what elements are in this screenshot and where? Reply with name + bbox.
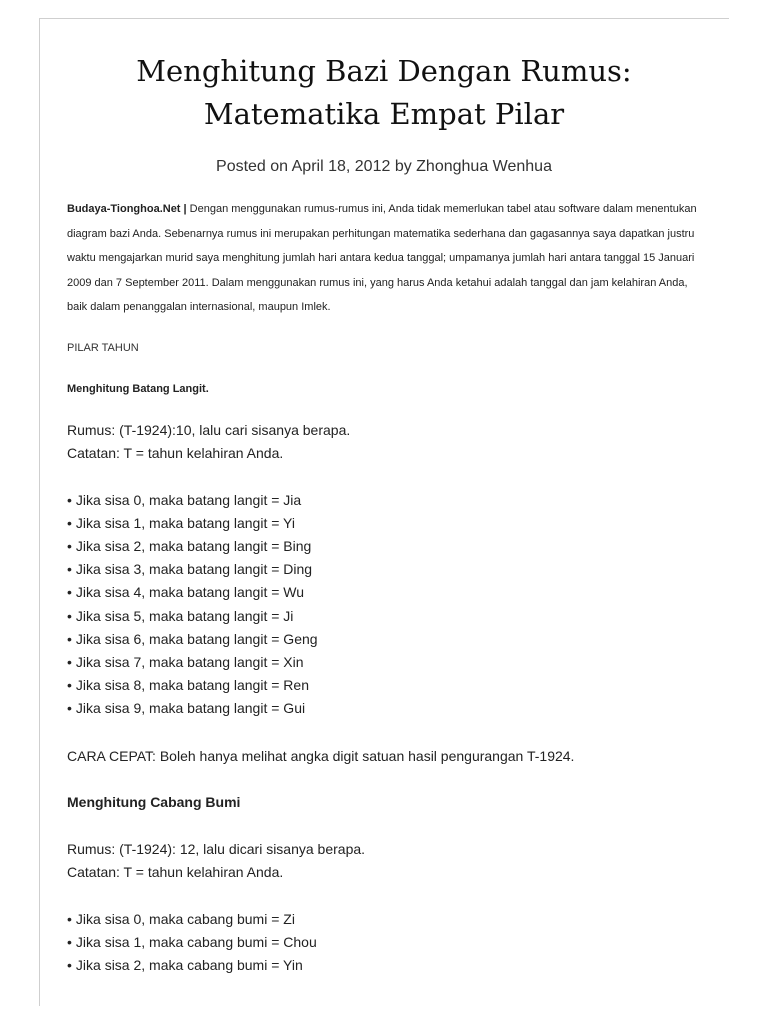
bullet-icon: •	[67, 933, 72, 950]
article-content	[67, 197, 707, 977]
bullet-icon: •	[67, 956, 72, 973]
document-page	[40, 19, 728, 1019]
bullet-icon: •	[67, 584, 72, 601]
intro-paragraph	[67, 197, 707, 320]
batang-note: Catatan: T = tahun kelahiran Anda.	[67, 444, 284, 461]
list-item	[67, 489, 707, 512]
intro-text: Dengan menggunakan rumus-rumus ini, Anda tidak memerlukan tabel atau software dalam menentukan diagram bazi Anda. Sebenarnya rumus ini merupakan perhitungan matematika sederhana dan gagasannya saya dapatkan justru waktu mengajarkan murid saya menghitung jumlah hari antara kedua tanggal; umpamanya jumlah hari antara tanggal 15 Januari 2009 dan 7 September 2011. Dalam menggunakan rumus ini, yang harus Anda ketahui adalah tanggal dan jam kelahiran Anda, baik dalam penanggalan internasional, maupun Imlek.	[67, 203, 697, 313]
cabang-list	[67, 908, 707, 978]
intro-source: Budaya-Tionghoa.Net |	[67, 203, 187, 215]
list-item-text: Jika sisa 3, maka batang langit = Ding	[75, 561, 313, 578]
cabang-formula: Rumus: (T-1924): 12, lalu dicari sisanya berapa.	[67, 840, 366, 857]
list-item-text: Jika sisa 2, maka batang langit = Bing	[75, 537, 312, 554]
quick-tip: CARA CEPAT: Boleh hanya melihat angka digit satuan hasil pengurangan T-1924.	[67, 747, 575, 764]
list-item	[67, 651, 707, 674]
list-item	[67, 535, 707, 558]
list-item-text: Jika sisa 1, maka cabang bumi = Chou	[75, 933, 317, 950]
post-meta: Posted on April 18, 2012 by Zhonghua Wenhua	[216, 158, 552, 175]
list-item	[67, 512, 707, 535]
list-item	[67, 674, 707, 697]
list-item-text: Jika sisa 7, maka batang langit = Xin	[75, 653, 304, 670]
list-item-text: Jika sisa 8, maka batang langit = Ren	[75, 677, 309, 694]
batang-list	[67, 489, 707, 721]
list-item-text: Jika sisa 6, maka batang langit = Geng	[75, 630, 318, 647]
list-item-text: Jika sisa 2, maka cabang bumi = Yin	[75, 956, 303, 973]
bullet-icon: •	[67, 677, 72, 694]
list-item-text: Jika sisa 1, maka batang langit = Yi	[75, 514, 295, 531]
list-item-text: Jika sisa 0, maka batang langit = Jia	[75, 491, 302, 508]
list-item-text: Jika sisa 4, maka batang langit = Wu	[75, 584, 305, 601]
batang-formula: Rumus: (T-1924):10, lalu cari sisanya berapa.	[67, 421, 351, 438]
bullet-icon: •	[67, 653, 72, 670]
list-item-text: Jika sisa 5, maka batang langit = Ji	[75, 607, 294, 624]
list-item-text: Jika sisa 0, maka cabang bumi = Zi	[75, 910, 295, 927]
list-item	[67, 697, 707, 720]
list-item	[67, 908, 707, 931]
list-item	[67, 558, 707, 581]
bullet-icon: •	[67, 491, 72, 508]
list-item	[67, 605, 707, 628]
batang-heading: Menghitung Batang Langit.	[67, 382, 209, 395]
bullet-icon: •	[67, 630, 72, 647]
bullet-icon: •	[67, 607, 72, 624]
bullet-icon: •	[67, 700, 72, 717]
list-item-text: Jika sisa 9, maka batang langit = Gui	[75, 700, 306, 717]
list-item	[67, 581, 707, 604]
bullet-icon: •	[67, 537, 72, 554]
list-item	[67, 954, 707, 977]
cabang-heading: Menghitung Cabang Bumi	[67, 793, 241, 810]
section-label: PILAR TAHUN	[67, 341, 139, 354]
bullet-icon: •	[67, 910, 72, 927]
list-item	[67, 628, 707, 651]
cabang-note: Catatan: T = tahun kelahiran Anda.	[67, 863, 284, 880]
article-title: Menghitung Bazi Dengan Rumus: Matematika Empat Pilar	[136, 54, 632, 131]
list-item	[67, 931, 707, 954]
bullet-icon: •	[67, 514, 72, 531]
bullet-icon: •	[67, 561, 72, 578]
